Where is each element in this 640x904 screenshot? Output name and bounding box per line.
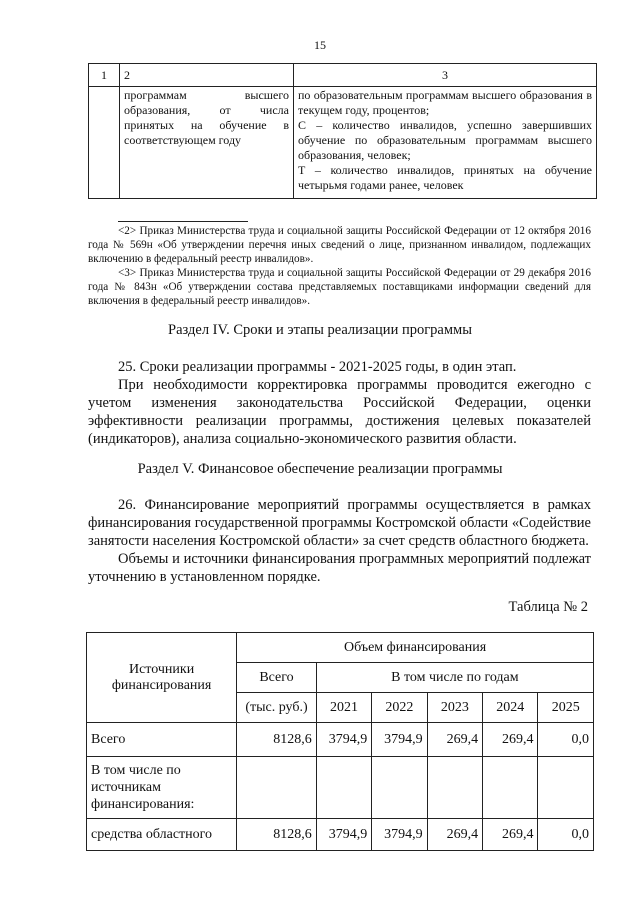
row-value: 3794,9 bbox=[316, 723, 371, 757]
footnote-separator bbox=[118, 221, 248, 222]
header-year: 2025 bbox=[538, 693, 594, 723]
section-4-title: Раздел IV. Сроки и этапы реализации программы bbox=[168, 322, 472, 338]
row-value: 3794,9 bbox=[372, 723, 427, 757]
cell-indicator-name bbox=[120, 87, 294, 199]
paragraph-25: 25. Сроки реализации программы - 2021-2025 годы, в один этап. bbox=[118, 359, 517, 375]
cell-col-1 bbox=[89, 87, 120, 199]
header-col-1: 1 bbox=[89, 64, 120, 87]
header-year: 2022 bbox=[372, 693, 427, 723]
table-row bbox=[87, 819, 594, 851]
header-year: 2021 bbox=[316, 693, 371, 723]
paragraph-volumes: Объемы и источники финансирования программных мероприятий подлежат уточнению в установленном порядке. bbox=[88, 551, 591, 585]
paragraph-correction: При необходимости корректировка программы проводится ежегодно с учетом изменения законодательства Российской Федерации, оценки эффективности реализации программы, достижения целевых показателей (индикаторов), анализа социально-экономического развития области. bbox=[88, 377, 591, 447]
header-col-2: 2 bbox=[120, 64, 294, 87]
row-value bbox=[427, 757, 482, 819]
row-value: 269,4 bbox=[483, 819, 538, 851]
header-total: Всего bbox=[237, 663, 317, 693]
row-total: 8128,6 bbox=[237, 723, 317, 757]
financing-table bbox=[86, 632, 594, 851]
row-value: 3794,9 bbox=[372, 819, 427, 851]
header-including-by-years: В том числе по годам bbox=[316, 663, 593, 693]
row-value: 0,0 bbox=[538, 723, 594, 757]
indicator-name-text: программам высшего образования, от числа принятых на обучение в соответствующем году bbox=[124, 88, 289, 147]
section-5-body bbox=[88, 496, 591, 586]
table-row bbox=[87, 723, 594, 757]
header-unit: (тыс. руб.) bbox=[237, 693, 317, 723]
section-5-title: Раздел V. Финансовое обеспечение реализации программы bbox=[137, 461, 503, 477]
table-header-row bbox=[87, 633, 594, 663]
cell-formula-description bbox=[294, 87, 597, 199]
row-total bbox=[237, 757, 317, 819]
header-sources: Источники финансирования bbox=[87, 633, 237, 723]
row-value bbox=[372, 757, 427, 819]
footnote-3: <3> Приказ Министерства труда и социальной защиты Российской Федерации от 29 декабря 2016 года № 843н «Об утверждении состава представляемых поставщиками информации сведений для включения в федеральный реестр инвалидов». bbox=[88, 267, 591, 307]
row-value: 269,4 bbox=[427, 723, 482, 757]
row-value: 0,0 bbox=[538, 819, 594, 851]
footnotes bbox=[88, 224, 591, 308]
header-volume: Объем финансирования bbox=[237, 633, 594, 663]
header-year: 2024 bbox=[483, 693, 538, 723]
row-value bbox=[483, 757, 538, 819]
paragraph-26: 26. Финансирование мероприятий программы осуществляется в рамках финансирования государственной программы Костромской области «Содействие занятости населения Костромской области» за счет средств областного бюджета. bbox=[88, 497, 591, 549]
row-label: В том числе по источникам финансирования: bbox=[87, 757, 237, 819]
indicator-table-continuation bbox=[88, 63, 597, 199]
formula-line: Т – количество инвалидов, принятых на обучение четырьмя годами ранее, человек bbox=[298, 163, 592, 192]
header-year: 2023 bbox=[427, 693, 482, 723]
section-4-body bbox=[88, 358, 591, 448]
table-row bbox=[87, 757, 594, 819]
header-col-3: 3 bbox=[294, 64, 597, 87]
formula-line: по образовательным программам высшего образования в текущем году, процентов; bbox=[298, 88, 592, 117]
table-caption: Таблица № 2 bbox=[508, 599, 588, 615]
row-label: средства областного bbox=[87, 819, 237, 851]
row-value: 3794,9 bbox=[316, 819, 371, 851]
table-row bbox=[89, 87, 597, 199]
formula-line: С – количество инвалидов, успешно завершивших обучение по образовательным программам высшего образования, человек; bbox=[298, 118, 592, 162]
row-value bbox=[538, 757, 594, 819]
row-total: 8128,6 bbox=[237, 819, 317, 851]
table-header-row bbox=[89, 64, 597, 87]
row-value: 269,4 bbox=[483, 723, 538, 757]
page-number: 15 bbox=[314, 38, 326, 52]
footnote-2: <2> Приказ Министерства труда и социальной защиты Российской Федерации от 12 октября 2016 года № 569н «Об утверждении перечня иных сведений о лице, признанном инвалидом, подлежащих включению в федеральный реестр инвалидов». bbox=[88, 225, 591, 265]
row-value bbox=[316, 757, 371, 819]
row-value: 269,4 bbox=[427, 819, 482, 851]
row-label: Всего bbox=[87, 723, 237, 757]
